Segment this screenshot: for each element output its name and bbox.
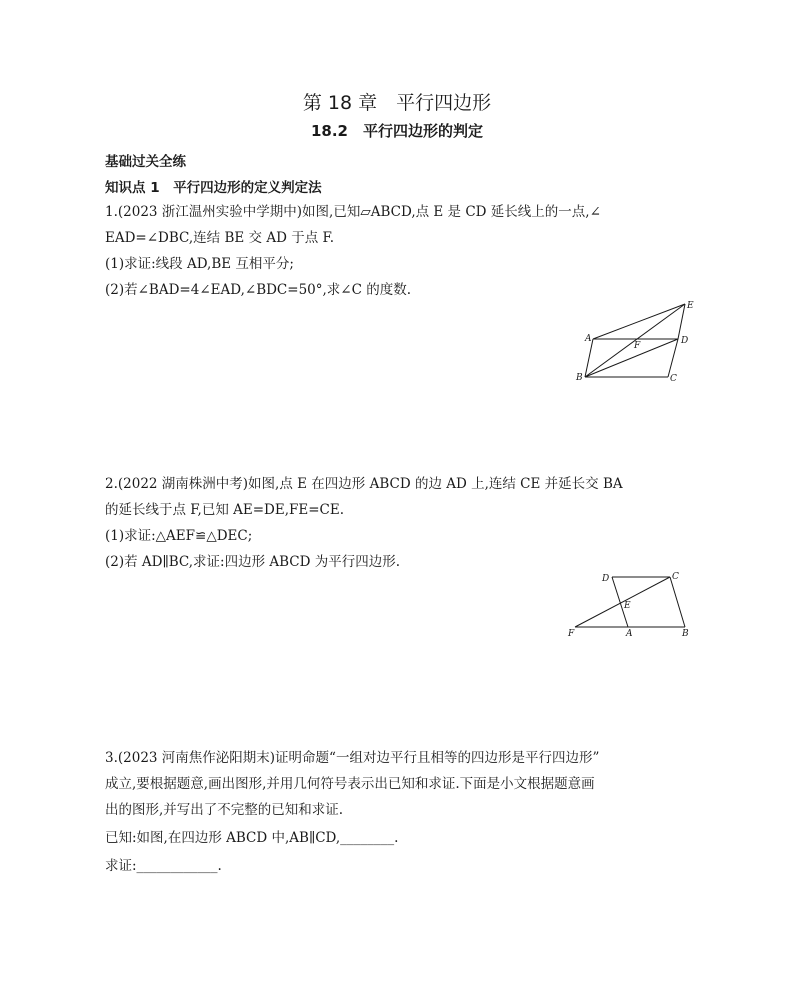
label-c: C — [670, 374, 677, 384]
problem-1-part-2: (2)若∠BAD=4∠EAD,∠BDC=50°,求∠C 的度数. — [105, 282, 412, 298]
problem-1-part-1: (1)求证:线段 AD,BE 互相平分; — [105, 256, 294, 272]
segment-dc — [668, 339, 678, 377]
label-f: F — [568, 629, 575, 639]
problem-2-line-2: 的延长线于点 F,已知 AE=DE,FE=CE. — [105, 502, 345, 518]
label-d: D — [602, 574, 610, 584]
segment-cb — [670, 577, 685, 627]
problem-2-line-1: 2.(2022 湖南株洲中考)如图,点 E 在四边形 ABCD 的边 AD 上,连结 CE 并延长交 BA — [105, 476, 623, 492]
label-c: C — [672, 572, 679, 582]
problem-3-line-2: 成立,要根据题意,画出图形,并用几何符号表示出已知和求证.下面是小文根据题意画 — [105, 776, 595, 792]
problem-3-line-1: 3.(2023 河南焦作泌阳期末)证明命题“一组对边平行且相等的四边形是平行四边形” — [105, 750, 600, 766]
segment-de — [678, 304, 685, 339]
problem-3-prove: 求证:____________. — [105, 858, 222, 874]
label-b: B — [576, 373, 583, 383]
problem-3-line-3: 出的图形,并写出了不完整的已知和求证. — [105, 802, 344, 818]
label-a: A — [626, 629, 633, 639]
label-d: D — [681, 336, 689, 346]
label-e: E — [624, 601, 631, 611]
problem-1-line-2: EAD=∠DBC,连结 BE 交 AD 于点 F. — [105, 230, 335, 246]
figure-2 — [560, 566, 710, 646]
practice-heading: 基础过关全练 — [105, 154, 186, 170]
knowledge-point-heading: 知识点 1 平行四边形的定义判定法 — [105, 180, 322, 196]
label-a: A — [585, 334, 592, 344]
label-f: F — [634, 341, 641, 351]
segment-fc — [575, 577, 670, 627]
segment-ab — [585, 339, 593, 377]
figure-1 — [560, 290, 710, 390]
segment-ae — [593, 304, 685, 339]
problem-1-line-1: 1.(2023 浙江温州实验中学期中)如图,已知▱ABCD,点 E 是 CD 延长线上的一点,∠ — [105, 204, 601, 220]
problem-3-given: 已知:如图,在四边形 ABCD 中,AB∥CD,________. — [105, 830, 399, 846]
segment-bd — [585, 339, 678, 377]
label-b: B — [682, 629, 689, 639]
chapter-title: 第 18 章 平行四边形 — [302, 92, 492, 114]
problem-2-part-1: (1)求证:△AEF≌△DEC; — [105, 528, 253, 544]
problem-2-part-2: (2)若 AD∥BC,求证:四边形 ABCD 为平行四边形. — [105, 554, 401, 570]
section-title: 18.2 平行四边形的判定 — [310, 122, 483, 140]
label-e: E — [687, 301, 694, 311]
